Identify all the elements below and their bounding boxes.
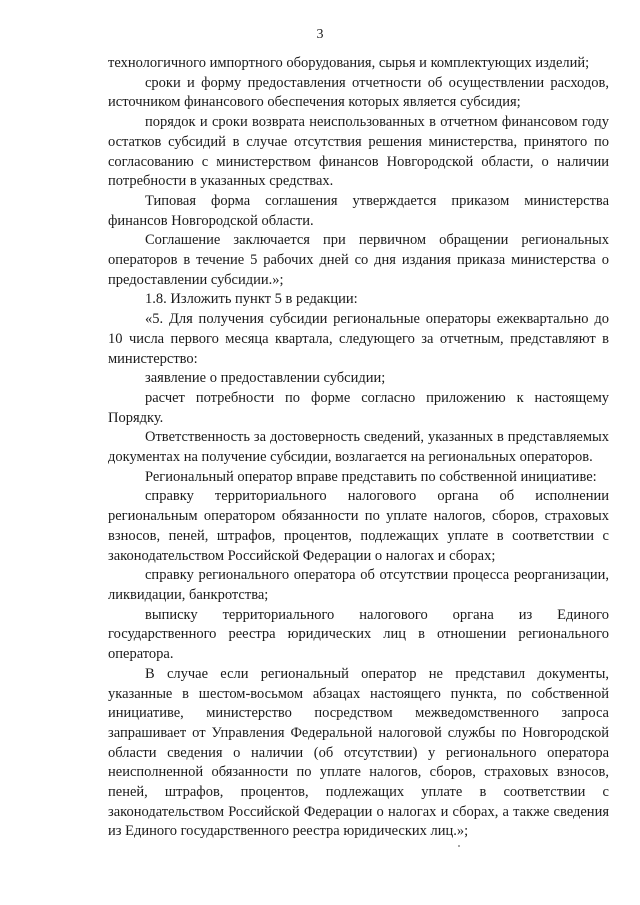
paragraph: технологичного импортного оборудования, сырья и комплектующих изделий; bbox=[108, 55, 590, 71]
paragraph: справку регионального оператора об отсутствии процесса реорганизации, ликвидации, банкротства; bbox=[108, 567, 609, 603]
paragraph: В случае если региональный оператор не представил документы, указанные в шестом-восьмом абзацах настоящего пункта, по собственной инициативе, министерство посредством межведомственного запроса запрашивает от Управления Федеральной налоговой службы по Новгородской области сведения о наличии (об отсутствии) у регионального оператора неисполненной обязанности по уплате налогов, сборов, страховых взносов, пеней, штрафов, процентов, подлежащих уплате в соответствии с законодательством Российской Федерации о налогах и сборах, а также сведения из Единого государственного реестра юридических лиц.»; bbox=[108, 665, 609, 840]
paragraph: расчет потребности по форме согласно приложению к настоящему Порядку. bbox=[108, 389, 609, 426]
page-number: 3 bbox=[316, 27, 324, 42]
scan-speck bbox=[458, 845, 460, 847]
paragraph: Ответственность за достоверность сведений, указанных в представляемых документах на получение субсидии, возлагается на региональных операторов. bbox=[108, 429, 609, 466]
paragraph: Региональный оператор вправе представить по собственной инициативе: bbox=[145, 468, 597, 485]
paragraph: выписку территориального налогового органа из Единого государственного реестра юридических лиц в отношении регионального оператора. bbox=[108, 606, 609, 663]
document-body bbox=[108, 54, 609, 842]
paragraph: порядок и сроки возврата неиспользованных в отчетном финансовом году остатков субсидий в случае отсутствия решения министерства, принятого по согласованию с министерством финансов Новгородской области, о наличии потребности в указанных средствах. bbox=[108, 114, 609, 190]
paragraph: Соглашение заключается при первичном обращении региональных операторов в течение 5 рабочих дней со дня издания приказа министерства о предоставлении субсидии.»; bbox=[108, 232, 609, 288]
paragraph: заявление о предоставлении субсидии; bbox=[145, 370, 386, 387]
paragraph: «5. Для получения субсидии региональные операторы ежеквартально до 10 числа первого месяца квартала, следующего за отчетным, представляют в министерство: bbox=[108, 311, 609, 367]
paragraph: сроки и форму предоставления отчетности об осуществлении расходов, источником финансового обеспечения которых является субсидия; bbox=[108, 74, 609, 111]
paragraph: Типовая форма соглашения утверждается приказом министерства финансов Новгородской области. bbox=[108, 192, 609, 229]
paragraph: 1.8. Изложить пункт 5 в редакции: bbox=[145, 291, 358, 308]
paragraph: справку территориального налогового органа об исполнении региональным оператором обязанности по уплате налогов, сборов, страховых взносов, пеней, штрафов, процентов, подлежащих уплате в соответствии с законодательством Российской Федерации о налогах и сборах; bbox=[108, 488, 609, 564]
